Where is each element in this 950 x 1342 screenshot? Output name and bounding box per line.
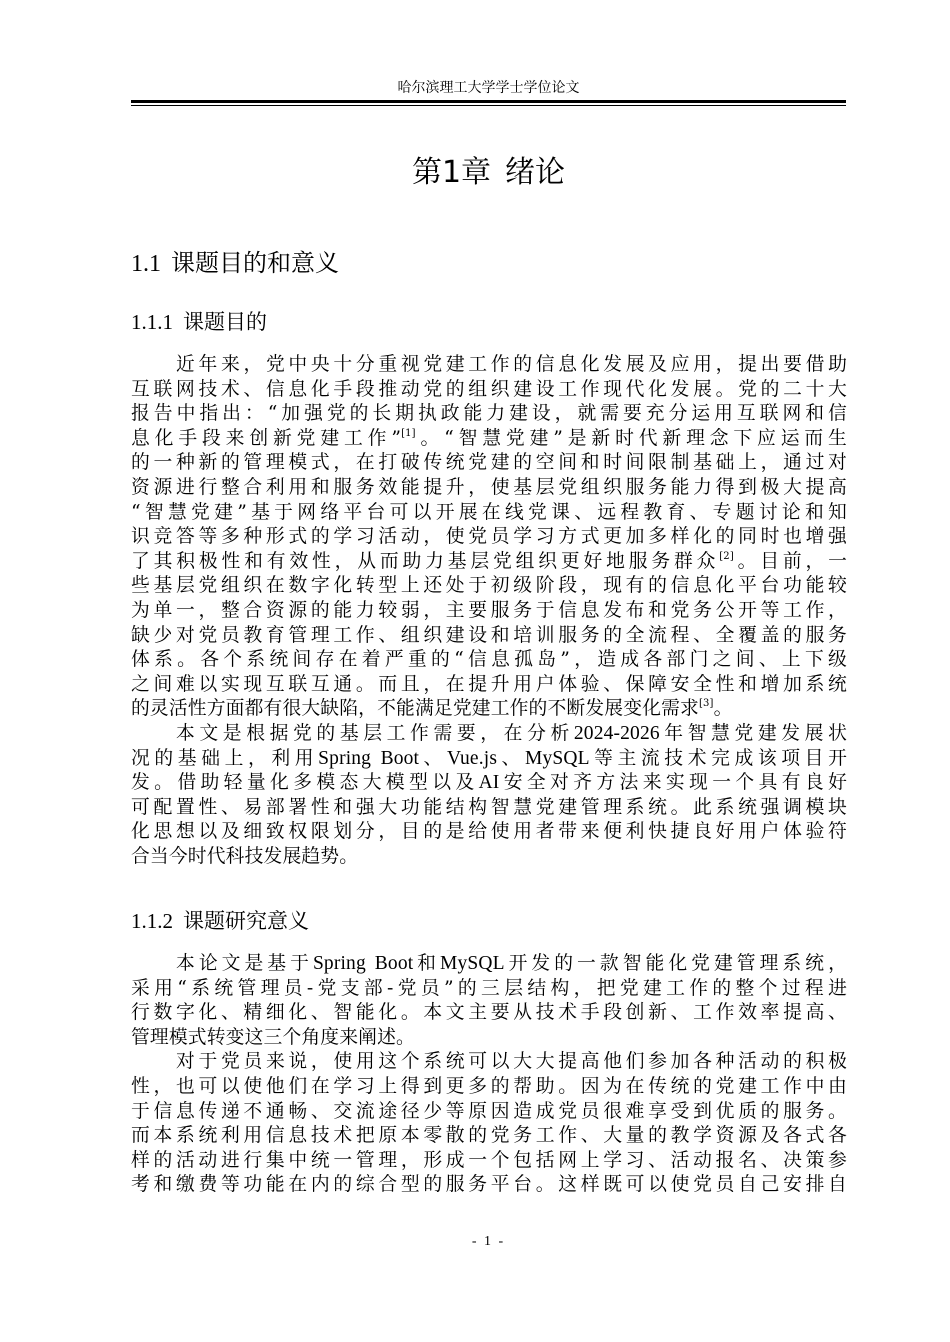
text-segment: Spring Boot xyxy=(312,953,414,974)
text-segment: Spring Boot xyxy=(318,747,420,769)
text-line: 样的活动进行集中统一管理，形成一个包括网上学习、活动报名、决策参 xyxy=(131,1149,847,1171)
text-line: 于信息传递不通畅、交流途径少等原因造成党员很难享受到优质的服务。 xyxy=(131,1100,847,1122)
text-line: 行数字化、精细化、智能化。本文主要从技术手段创新、工作效率提高、 xyxy=(131,1002,847,1024)
citation-2: [2] xyxy=(719,550,734,562)
text-line: 之间难以实现互联互通。而且，在提升用户体验、保障安全性和增加系统 xyxy=(131,673,847,695)
text-segment: MySQL xyxy=(524,747,590,769)
text-line: 管理模式转变这三个角度来阐述。 xyxy=(131,1026,415,1048)
subsection-name: 课题目的 xyxy=(183,310,267,334)
text-line: 化思想以及细致权限划分，目的是给使用者带来便利快捷良好用户体验符 xyxy=(131,821,847,843)
text-line xyxy=(131,697,847,722)
text-segment: 发。借助轻量化多模态大模型以及 xyxy=(131,772,479,794)
text-line: 体系。各个系统间存在着严重的“信息孤岛”，造成各部门之间、上下级 xyxy=(131,649,847,671)
text-line xyxy=(131,550,847,575)
text-line: 报告中指出：“加强党的长期执政能力建设，就需要充分运用互联网和信 xyxy=(131,403,847,425)
running-header: 哈尔滨理工大学学士学位论文 xyxy=(397,80,580,96)
text-segment: 。“智慧党建”是新时代新理念下应运而生 xyxy=(415,427,847,449)
text-segment: 的灵活性方面都有很大缺陷，不能满足党建工作的不断发展变化需求 xyxy=(131,698,699,720)
subsection-name: 课题研究意义 xyxy=(183,909,309,933)
text-segment: AI xyxy=(478,772,500,794)
text-segment: 开发的一款智能化党建管理系统， xyxy=(504,953,847,974)
text-segment: 了其积极性和有效性，从而助力基层党组织更好地服务群众 xyxy=(131,550,720,572)
text-segment: 2024-2026 xyxy=(573,722,660,744)
text-line xyxy=(131,747,847,772)
text-segment: Vue.js xyxy=(446,747,498,769)
chapter-number: 第1章 xyxy=(411,155,492,190)
citation-1: [1] xyxy=(401,427,416,439)
text-line: 可配置性、易部署性和强大功能结构智慧党建管理系统。此系统强调模块 xyxy=(131,796,847,818)
text-segment: 等主流技术完成该项目开 xyxy=(589,747,847,769)
text-line: 近年来，党中央十分重视党建工作的信息化发展及应用，提出要借助 xyxy=(176,354,847,375)
subsection-number: 1.1.1 xyxy=(131,310,173,334)
text-line: 为单一，整合资源的能力较弱，主要服务于信息发布和党务公开等工作， xyxy=(131,599,847,621)
text-line xyxy=(131,427,847,452)
text-line: 考和缴费等功能在内的综合型的服务平台。这样既可以使党员自己安排自 xyxy=(131,1174,847,1196)
text-line: 采用“系统管理员-党支部-党员”的三层结构，把党建工作的整个过程进 xyxy=(131,977,847,999)
subsection-title-1-1-2 xyxy=(131,906,309,936)
text-segment: MySQL xyxy=(440,953,505,974)
section-title-1-1 xyxy=(131,246,339,281)
text-line: 对于党员来说，使用这个系统可以大大提高他们参加各种活动的积极 xyxy=(176,1051,847,1073)
text-segment: 。 xyxy=(713,698,733,720)
header-rule-thick xyxy=(131,100,846,103)
text-segment: 、 xyxy=(419,747,447,769)
text-line: 资源进行整合利用和服务效能提升，使基层党组织服务能力得到极大提高 xyxy=(131,476,847,498)
text-line xyxy=(131,952,847,977)
subsection-title-1-1-1 xyxy=(131,307,267,337)
text-line: 些基层党组织在数字化转型上还处于初级阶段，现有的信息化平台功能较 xyxy=(131,575,847,597)
body-text-1-1-1 xyxy=(131,353,847,869)
text-segment: 。目前，一 xyxy=(733,550,847,572)
page-number: - 1 - xyxy=(471,1234,506,1249)
text-line: “智慧党建”基于网络平台可以开展在线党课、远程教育、专题讨论和知 xyxy=(131,501,847,523)
text-line xyxy=(131,771,847,796)
text-segment: 息化手段来创新党建工作” xyxy=(131,427,402,449)
text-line: 性，也可以使他们在学习上得到更多的帮助。因为在传统的党建工作中由 xyxy=(131,1075,847,1097)
text-line: 互联网技术、信息化手段推动党的组织建设工作现代化发展。党的二十大 xyxy=(131,378,847,400)
subsection-number: 1.1.2 xyxy=(131,909,173,933)
text-line: 的一种新的管理模式，在打破传统党建的空间和时间限制基础上，通过对 xyxy=(131,452,847,474)
text-segment: 本论文是基于 xyxy=(176,953,313,974)
text-segment: 安全对齐方法来实现一个具有良好 xyxy=(499,772,847,794)
text-segment: 年智慧党建发展状 xyxy=(659,722,847,744)
text-line: 识竞答等多种形式的学习活动，使党员学习方式更加多样化的同时也增强 xyxy=(131,526,847,548)
text-line: 合当今时代科技发展趋势。 xyxy=(131,845,359,867)
header-rule-thin xyxy=(131,105,846,106)
section-name: 课题目的和意义 xyxy=(171,249,339,277)
text-line xyxy=(131,722,847,747)
text-segment: 况的基础上，利用 xyxy=(131,747,319,769)
citation-3: [3] xyxy=(698,698,714,710)
text-line: 缺少对党员教育管理工作、组织建设和培训服务的全流程、全覆盖的服务 xyxy=(131,624,847,646)
text-segment: 、 xyxy=(497,747,525,769)
section-number: 1.1 xyxy=(131,251,161,277)
chapter-name: 绪论 xyxy=(505,155,566,190)
body-text-1-1-2 xyxy=(131,952,847,1198)
text-segment: 本文是根据党的基层工作需要，在分析 xyxy=(176,722,574,744)
chapter-title xyxy=(131,153,846,193)
text-segment: 和 xyxy=(413,953,441,974)
text-line: 而本系统利用信息技术把原本零散的党务工作、大量的教学资源及各式各 xyxy=(131,1125,847,1147)
